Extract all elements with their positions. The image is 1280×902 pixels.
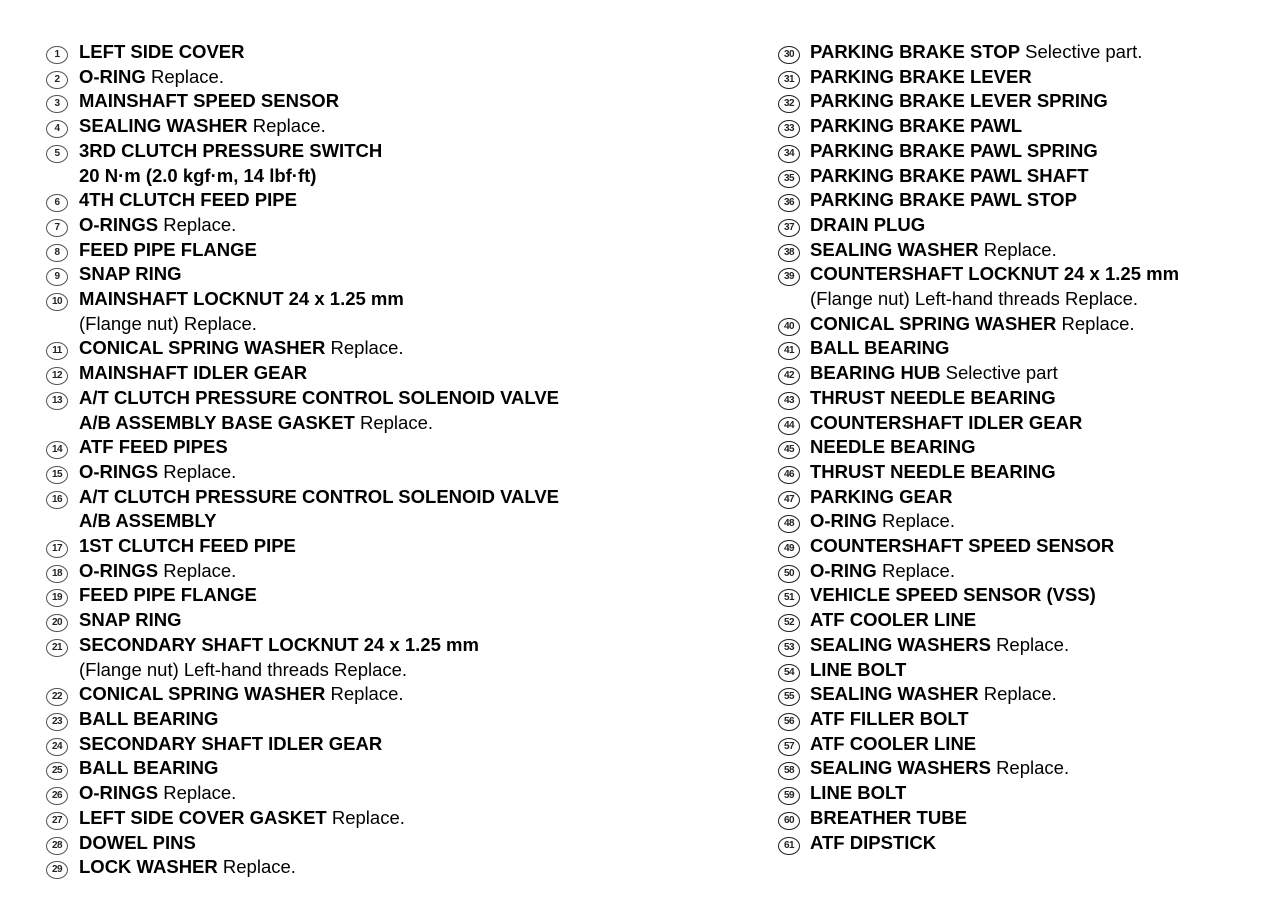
callout-number-badge: 54 [778,664,800,682]
part-item [46,114,746,139]
part-line [810,658,1268,683]
part-item [778,756,1268,781]
part-note: Replace. [252,115,326,137]
part-name: COUNTERSHAFT IDLER GEAR [810,411,1083,433]
part-name: A/T CLUTCH PRESSURE CONTROL SOLENOID VALVE [79,386,559,408]
part-item [46,336,746,361]
part-item [46,608,746,633]
part-name: A/T CLUTCH PRESSURE CONTROL SOLENOID VALVE [79,485,559,507]
part-name: LOCK WASHER [79,856,218,878]
part-name: COUNTERSHAFT SPEED SENSOR [810,535,1115,557]
part-name: SEALING WASHER [79,115,248,137]
part-line [810,386,1268,411]
part-line [79,188,746,213]
part-line [810,583,1268,608]
part-item [778,707,1268,732]
part-note: Replace. [996,757,1070,779]
callout-number-badge: 17 [46,540,68,558]
part-name: VEHICLE SPEED SENSOR (VSS) [810,584,1096,606]
part-name: SEALING WASHER [810,683,979,705]
part-item [778,682,1268,707]
part-name: DOWEL PINS [79,831,196,853]
part-name: A/B ASSEMBLY [79,510,217,532]
parts-list-right-column [778,40,1268,855]
part-item [46,361,746,386]
part-name: LEFT SIDE COVER [79,41,245,62]
part-item [778,89,1268,114]
part-item [46,534,746,559]
part-item [778,485,1268,510]
part-name: CONICAL SPRING WASHER [79,683,326,705]
part-item [46,806,746,831]
part-name: 20 N·m (2.0 kgf·m, 14 lbf·ft) [79,164,317,186]
part-name: THRUST NEEDLE BEARING [810,386,1056,408]
part-item [778,534,1268,559]
part-line [79,460,746,485]
part-item [778,583,1268,608]
part-name: O-RING [810,559,877,581]
part-line [79,732,746,757]
callout-number-badge: 37 [778,219,800,237]
callout-number-badge: 18 [46,565,68,583]
callout-number-badge: 58 [778,762,800,780]
part-line [79,164,746,189]
callout-number-badge: 31 [778,71,800,89]
callout-number-badge: 27 [46,812,68,830]
callout-number-badge: 45 [778,441,800,459]
part-line [79,534,746,559]
callout-number-badge: 7 [46,219,68,237]
part-item [778,139,1268,164]
part-line [810,114,1268,139]
part-line [79,139,746,164]
part-item [778,831,1268,856]
part-item [778,262,1268,311]
part-item [778,411,1268,436]
callout-number-badge: 53 [778,639,800,657]
callout-number-badge: 51 [778,589,800,607]
part-name: ATF FEED PIPES [79,436,228,458]
part-line [79,559,746,584]
callout-number-badge: 12 [46,367,68,385]
part-item [46,287,746,336]
callout-number-badge: 20 [46,614,68,632]
callout-number-badge: 28 [46,837,68,855]
callout-number-badge: 30 [778,46,800,64]
part-line [810,89,1268,114]
part-name: O-RINGS [79,460,159,482]
callout-number-badge: 41 [778,342,800,360]
part-note: Replace. [881,559,955,581]
callout-number-badge: 25 [46,762,68,780]
callout-number-badge: 11 [46,342,68,360]
callout-number-badge: 21 [46,639,68,657]
part-name: BREATHER TUBE [810,806,967,828]
part-item [46,559,746,584]
callout-number-badge: 49 [778,540,800,558]
part-name: SNAP RING [79,263,182,285]
part-note: Replace. [163,782,237,804]
part-line [79,89,746,114]
callout-number-badge: 3 [46,95,68,113]
callout-number-badge: 9 [46,268,68,286]
callout-number-badge: 40 [778,318,800,336]
part-line [79,435,746,460]
part-item [778,361,1268,386]
callout-number-badge: 55 [778,688,800,706]
part-name: PARKING BRAKE STOP [810,41,1021,62]
callout-number-badge: 56 [778,713,800,731]
callout-number-badge: 38 [778,244,800,262]
part-item [46,781,746,806]
part-item [778,460,1268,485]
callout-number-badge: 57 [778,738,800,756]
part-note: Replace. [1061,312,1135,334]
part-name: CONICAL SPRING WASHER [810,312,1057,334]
part-note: Selective part [945,362,1058,384]
part-line [810,435,1268,460]
part-note: Replace. [996,633,1070,655]
part-item [778,781,1268,806]
part-name: FEED PIPE FLANGE [79,238,257,260]
part-item [778,633,1268,658]
part-line [810,460,1268,485]
callout-number-badge: 32 [778,95,800,113]
callout-number-badge: 23 [46,713,68,731]
part-note: Replace. [331,806,405,828]
part-note: (Flange nut) Left-hand threads Replace. [79,658,408,680]
part-item [778,559,1268,584]
part-name: O-RINGS [79,559,159,581]
part-name: ATF COOLER LINE [810,732,977,754]
part-item [46,855,746,880]
part-name: PARKING GEAR [810,485,953,507]
part-note: Replace. [983,238,1057,260]
part-line [810,238,1268,263]
part-line [79,411,746,436]
part-item [46,583,746,608]
part-item [46,485,746,534]
part-line [79,213,746,238]
part-name: BEARING HUB [810,362,941,384]
part-line [810,312,1268,337]
part-item [46,262,746,287]
callout-number-badge: 44 [778,417,800,435]
part-line [810,40,1268,65]
part-line [79,509,746,534]
part-name: BALL BEARING [810,337,950,359]
callout-number-badge: 48 [778,515,800,533]
part-note: Replace. [163,559,237,581]
part-name: PARKING BRAKE PAWL SPRING [810,139,1098,161]
part-item [778,188,1268,213]
part-item [778,65,1268,90]
part-note: (Flange nut) Replace. [79,312,257,334]
part-name: COUNTERSHAFT LOCKNUT 24 x 1.25 mm [810,263,1180,285]
part-name: PARKING BRAKE PAWL SHAFT [810,164,1089,186]
part-line [810,287,1268,312]
part-name: CONICAL SPRING WASHER [79,337,326,359]
part-name: NEEDLE BEARING [810,436,976,458]
callout-number-badge: 43 [778,392,800,410]
part-item [778,806,1268,831]
part-line [810,756,1268,781]
callout-number-badge: 4 [46,120,68,138]
callout-number-badge: 1 [46,46,68,64]
part-name: MAINSHAFT IDLER GEAR [79,362,308,384]
part-item [778,312,1268,337]
callout-number-badge: 61 [778,837,800,855]
part-name: PARKING BRAKE PAWL [810,115,1023,137]
part-name: LINE BOLT [810,658,907,680]
part-name: 3RD CLUTCH PRESSURE SWITCH [79,139,383,161]
part-line [810,411,1268,436]
part-note: Replace. [222,856,296,878]
part-item [46,188,746,213]
part-line [810,65,1268,90]
part-line [810,164,1268,189]
part-item [778,114,1268,139]
part-item [46,139,746,188]
part-line [79,781,746,806]
part-line [810,831,1268,856]
part-note: Replace. [163,213,237,235]
part-line [79,40,746,65]
part-item [46,386,746,435]
part-item [778,238,1268,263]
part-name: O-RINGS [79,213,159,235]
part-line [79,682,746,707]
part-line [79,114,746,139]
part-line [810,213,1268,238]
part-line [810,806,1268,831]
part-name: MAINSHAFT LOCKNUT 24 x 1.25 mm [79,288,404,310]
part-line [810,682,1268,707]
part-line [79,361,746,386]
part-line [810,707,1268,732]
part-name: 1ST CLUTCH FEED PIPE [79,535,296,557]
part-item [778,732,1268,757]
part-name: PARKING BRAKE LEVER [810,65,1032,87]
part-item [778,386,1268,411]
part-name: PARKING BRAKE LEVER SPRING [810,90,1108,112]
part-note: Replace. [359,411,433,433]
callout-number-badge: 16 [46,491,68,509]
part-name: ATF COOLER LINE [810,609,977,631]
part-item [778,658,1268,683]
part-item [46,89,746,114]
part-item [778,509,1268,534]
callout-number-badge: 14 [46,441,68,459]
part-item [46,682,746,707]
callout-number-badge: 29 [46,861,68,879]
part-item [46,65,746,90]
part-line [79,707,746,732]
part-item [46,732,746,757]
part-name: LINE BOLT [810,782,907,804]
part-line [79,831,746,856]
part-line [810,534,1268,559]
part-name: SEALING WASHER [810,238,979,260]
callout-number-badge: 5 [46,145,68,163]
part-item [46,238,746,263]
part-item [46,460,746,485]
part-name: SEALING WASHERS [810,633,991,655]
part-line [79,336,746,361]
part-item [46,756,746,781]
part-note: (Flange nut) Left-hand threads Replace. [810,288,1139,310]
part-name: SECONDARY SHAFT LOCKNUT 24 x 1.25 mm [79,633,479,655]
callout-number-badge: 42 [778,367,800,385]
part-line [810,139,1268,164]
part-name: BALL BEARING [79,757,219,779]
callout-number-badge: 36 [778,194,800,212]
part-line [810,732,1268,757]
callout-number-badge: 13 [46,392,68,410]
part-name: SECONDARY SHAFT IDLER GEAR [79,732,383,754]
parts-list-left-column [46,40,746,880]
part-line [79,806,746,831]
part-name: BALL BEARING [79,707,219,729]
part-line [79,583,746,608]
part-name: DRAIN PLUG [810,213,926,235]
callout-number-badge: 8 [46,244,68,262]
part-line [79,633,746,658]
part-note: Replace. [330,683,404,705]
callout-number-badge: 26 [46,787,68,805]
callout-number-badge: 47 [778,491,800,509]
part-note: Selective part. [1025,41,1143,62]
part-line [79,287,746,312]
part-line [79,312,746,337]
part-item [46,213,746,238]
callout-number-badge: 60 [778,812,800,830]
callout-number-badge: 34 [778,145,800,163]
part-item [778,435,1268,460]
part-line [79,608,746,633]
part-note: Replace. [150,65,224,87]
part-item [46,435,746,460]
part-item [778,336,1268,361]
callout-number-badge: 10 [46,293,68,311]
part-note: Replace. [163,460,237,482]
part-item [46,831,746,856]
callout-number-badge: 50 [778,565,800,583]
part-item [778,608,1268,633]
part-line [79,855,746,880]
part-line [810,633,1268,658]
callout-number-badge: 52 [778,614,800,632]
part-item [778,164,1268,189]
callout-number-badge: 22 [46,688,68,706]
part-item [46,40,746,65]
part-line [810,361,1268,386]
part-item [46,633,746,682]
part-name: A/B ASSEMBLY BASE GASKET [79,411,355,433]
part-note: Replace. [983,683,1057,705]
part-item [778,213,1268,238]
part-line [79,386,746,411]
callout-number-badge: 39 [778,268,800,286]
part-note: Replace. [330,337,404,359]
callout-number-badge: 6 [46,194,68,212]
part-item [46,707,746,732]
part-line [79,756,746,781]
part-line [810,188,1268,213]
part-name: O-RING [810,510,877,532]
part-name: THRUST NEEDLE BEARING [810,460,1056,482]
part-name: 4TH CLUTCH FEED PIPE [79,189,297,211]
callout-number-badge: 15 [46,466,68,484]
part-item [778,40,1268,65]
callout-number-badge: 19 [46,589,68,607]
part-line [79,262,746,287]
part-name: ATF FILLER BOLT [810,707,969,729]
part-line [810,262,1268,287]
part-line [79,65,746,90]
part-name: ATF DIPSTICK [810,831,937,853]
part-name: MAINSHAFT SPEED SENSOR [79,90,340,112]
callout-number-badge: 24 [46,738,68,756]
callout-number-badge: 46 [778,466,800,484]
part-line [810,559,1268,584]
part-name: SNAP RING [79,609,182,631]
part-line [810,781,1268,806]
part-line [810,509,1268,534]
part-name: O-RINGS [79,782,159,804]
part-name: PARKING BRAKE PAWL STOP [810,189,1077,211]
callout-number-badge: 35 [778,170,800,188]
part-name: LEFT SIDE COVER GASKET [79,806,327,828]
part-note: Replace. [881,510,955,532]
callout-number-badge: 2 [46,71,68,89]
callout-number-badge: 33 [778,120,800,138]
part-name: FEED PIPE FLANGE [79,584,257,606]
callout-number-badge: 59 [778,787,800,805]
part-line [79,485,746,510]
part-line [79,238,746,263]
part-line [79,658,746,683]
part-name: SEALING WASHERS [810,757,991,779]
part-line [810,608,1268,633]
part-name: O-RING [79,65,146,87]
part-line [810,485,1268,510]
part-line [810,336,1268,361]
